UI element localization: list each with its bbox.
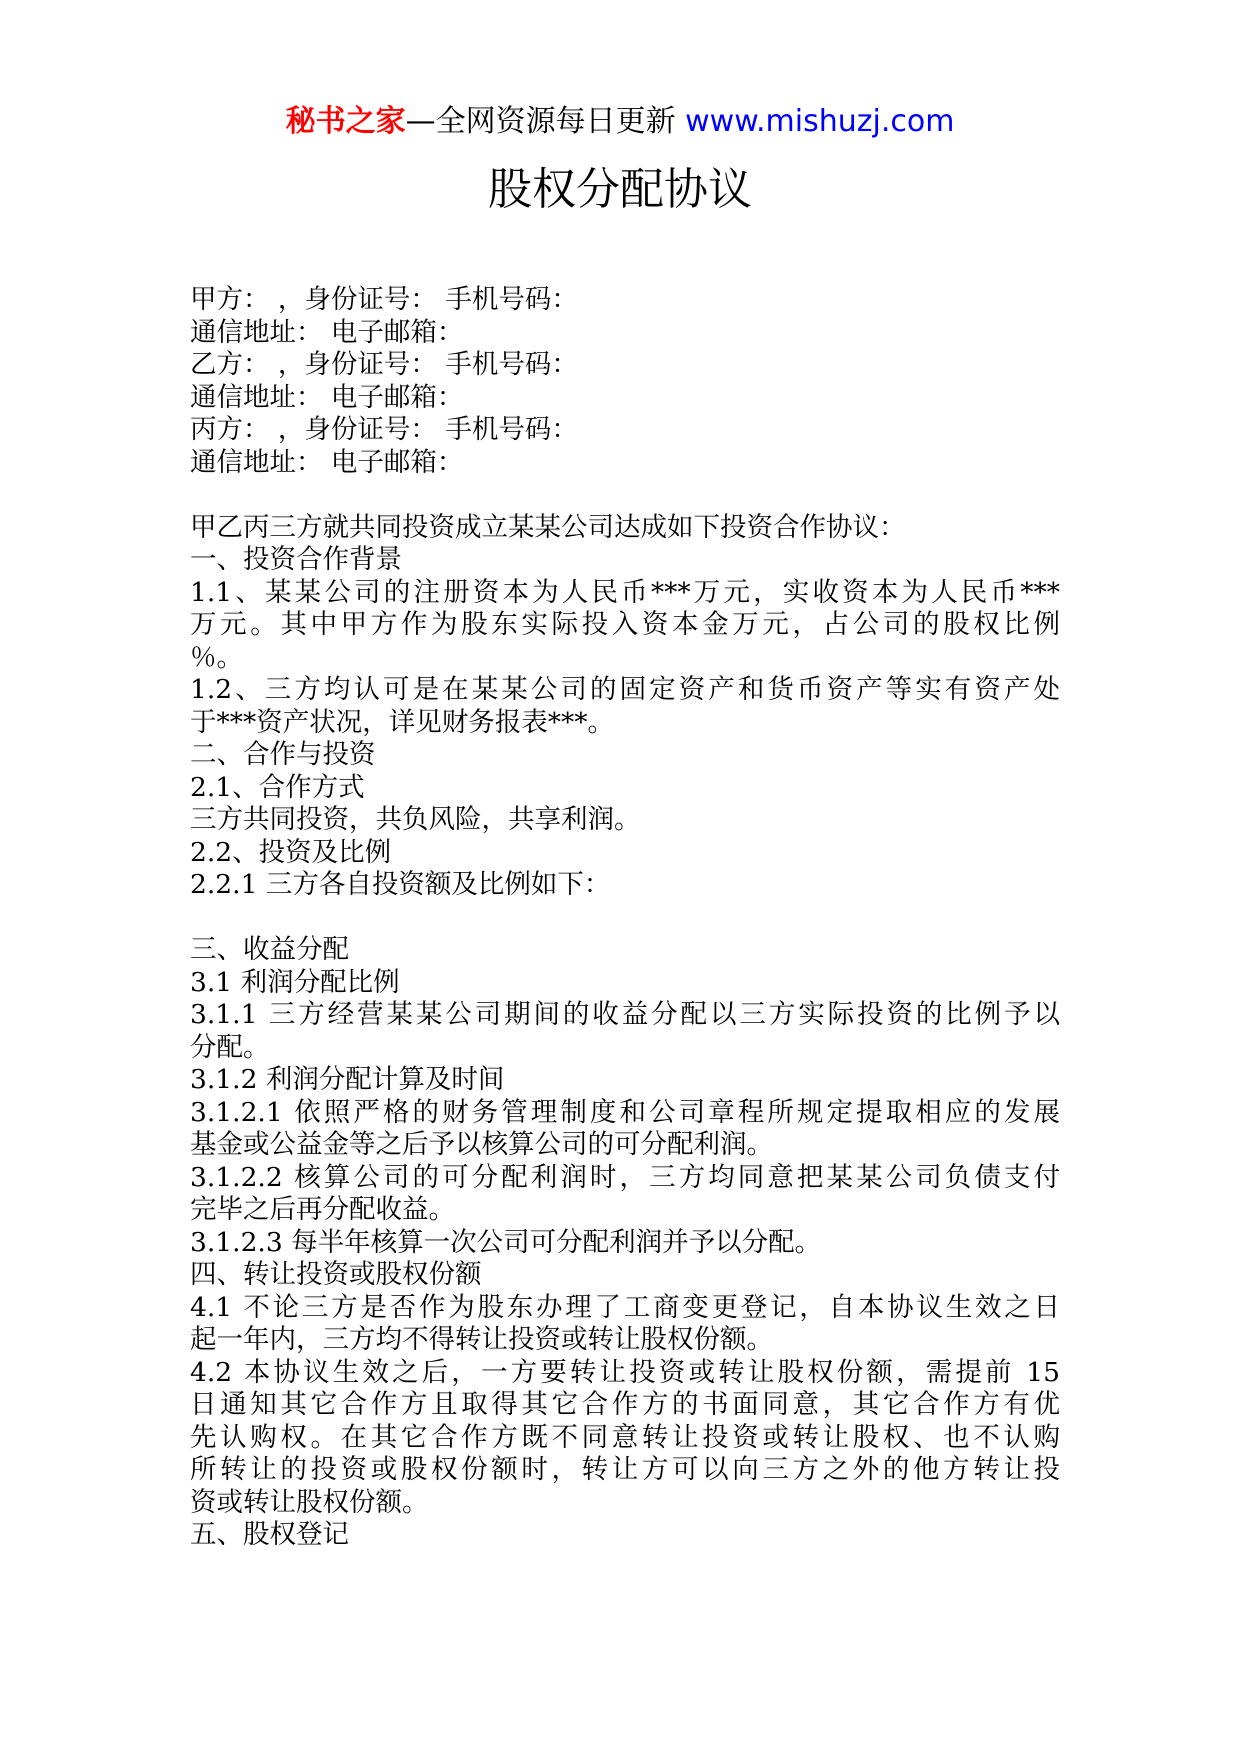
clause-4-2-line-4: 所转让的投资或股权份额时，转让方可以向三方之外的他方转让投 bbox=[190, 1454, 1060, 1485]
brand-name: 秘书之家 bbox=[285, 104, 406, 139]
section-5-heading: 五、股权登记 bbox=[190, 1519, 349, 1550]
clause-3-1-2-1-line-1: 3.1.2.1 依照严格的财务管理制度和公司章程所规定提取相应的发展 bbox=[190, 1096, 1060, 1128]
clause-4-2-line-3: 先认购权。在其它合作方既不同意转让投资或转让股权、也不认购 bbox=[190, 1421, 1060, 1453]
document-body bbox=[190, 284, 1060, 1552]
section-1-heading: 一、投资合作背景 bbox=[190, 544, 402, 575]
clause-3-1-heading: 3.1 利润分配比例 bbox=[190, 966, 400, 998]
clause-3-1-1-line-1: 3.1.1 三方经营某某公司期间的收益分配以三方实际投资的比例予以 bbox=[190, 999, 1060, 1030]
preamble: 甲乙丙三方就共同投资成立某某公司达成如下投资合作协议： bbox=[190, 511, 906, 543]
clause-3-1-2-heading: 3.1.2 利润分配计算及时间 bbox=[190, 1064, 505, 1095]
clause-4-2-line-1: 4.2 本协议生效之后，一方要转让投资或转让股权份额，需提前 15 bbox=[190, 1356, 1060, 1388]
clause-1-1-line-3: ％。 bbox=[190, 641, 243, 673]
party-c-contact-line: 通信地址： 电子邮箱： bbox=[190, 446, 464, 478]
clause-3-1-1-line-2: 分配。 bbox=[190, 1031, 270, 1063]
section-4-heading: 四、转让投资或股权份额 bbox=[190, 1259, 482, 1290]
brand-tagline: —全网资源每日更新 bbox=[405, 104, 676, 139]
clause-3-1-2-2-line-1: 3.1.2.2 核算公司的可分配利润时，三方均同意把某某公司负债支付 bbox=[190, 1161, 1060, 1193]
party-c-line: 丙方： ，身份证号： 手机号码： bbox=[190, 414, 578, 445]
clause-2-1-heading: 2.1、合作方式 bbox=[190, 771, 365, 803]
clause-1-2-line-1: 1.2、三方均认可是在某某公司的固定资产和货币资产等实有资产处 bbox=[190, 674, 1060, 705]
blank-line bbox=[190, 479, 1060, 512]
clause-2-1-text: 三方共同投资，共负风险，共享利润。 bbox=[190, 804, 641, 835]
section-2-heading: 二、合作与投资 bbox=[190, 739, 376, 770]
party-a-contact-line: 通信地址： 电子邮箱： bbox=[190, 316, 464, 348]
clause-2-2-heading: 2.2、投资及比例 bbox=[190, 836, 392, 868]
clause-2-2-1: 2.2.1 三方各自投资额及比例如下： bbox=[190, 869, 611, 900]
clause-4-2-line-2: 日通知其它合作方且取得其它合作方的书面同意，其它合作方有优 bbox=[190, 1389, 1060, 1420]
clause-4-1-line-1: 4.1 不论三方是否作为股东办理了工商变更登记，自本协议生效之日 bbox=[190, 1291, 1060, 1323]
document-title: 股权分配协议 bbox=[488, 164, 752, 215]
blank-line bbox=[190, 902, 1060, 935]
site-banner bbox=[0, 100, 1240, 144]
clause-3-1-2-1-line-2: 基金或公益金等之后予以核算公司的可分配利润。 bbox=[190, 1129, 773, 1160]
site-url[interactable]: www.mishuzj.com bbox=[685, 104, 955, 139]
clause-4-1-line-2: 起一年内，三方均不得转让投资或转让股权份额。 bbox=[190, 1324, 773, 1355]
party-b-contact-line: 通信地址： 电子邮箱： bbox=[190, 381, 464, 413]
clause-1-1-line-2: 万元。其中甲方作为股东实际投入资本金万元，占公司的股权比例 bbox=[190, 609, 1060, 640]
clause-1-2-line-2: 于***资产状况，详见财务报表***。 bbox=[190, 706, 614, 738]
clause-1-1-line-1: 1.1、某某公司的注册资本为人民币***万元，实收资本为人民币*** bbox=[190, 576, 1060, 608]
section-3-heading: 三、收益分配 bbox=[190, 934, 349, 965]
clause-4-2-line-5: 资或转让股权份额。 bbox=[190, 1486, 429, 1518]
clause-3-1-2-2-line-2: 完毕之后再分配收益。 bbox=[190, 1194, 455, 1225]
party-b-line: 乙方： ，身份证号： 手机号码： bbox=[190, 349, 578, 380]
party-a-line: 甲方： ，身份证号： 手机号码： bbox=[190, 284, 578, 315]
clause-3-1-2-3: 3.1.2.3 每半年核算一次公司可分配利润并予以分配。 bbox=[190, 1226, 822, 1258]
